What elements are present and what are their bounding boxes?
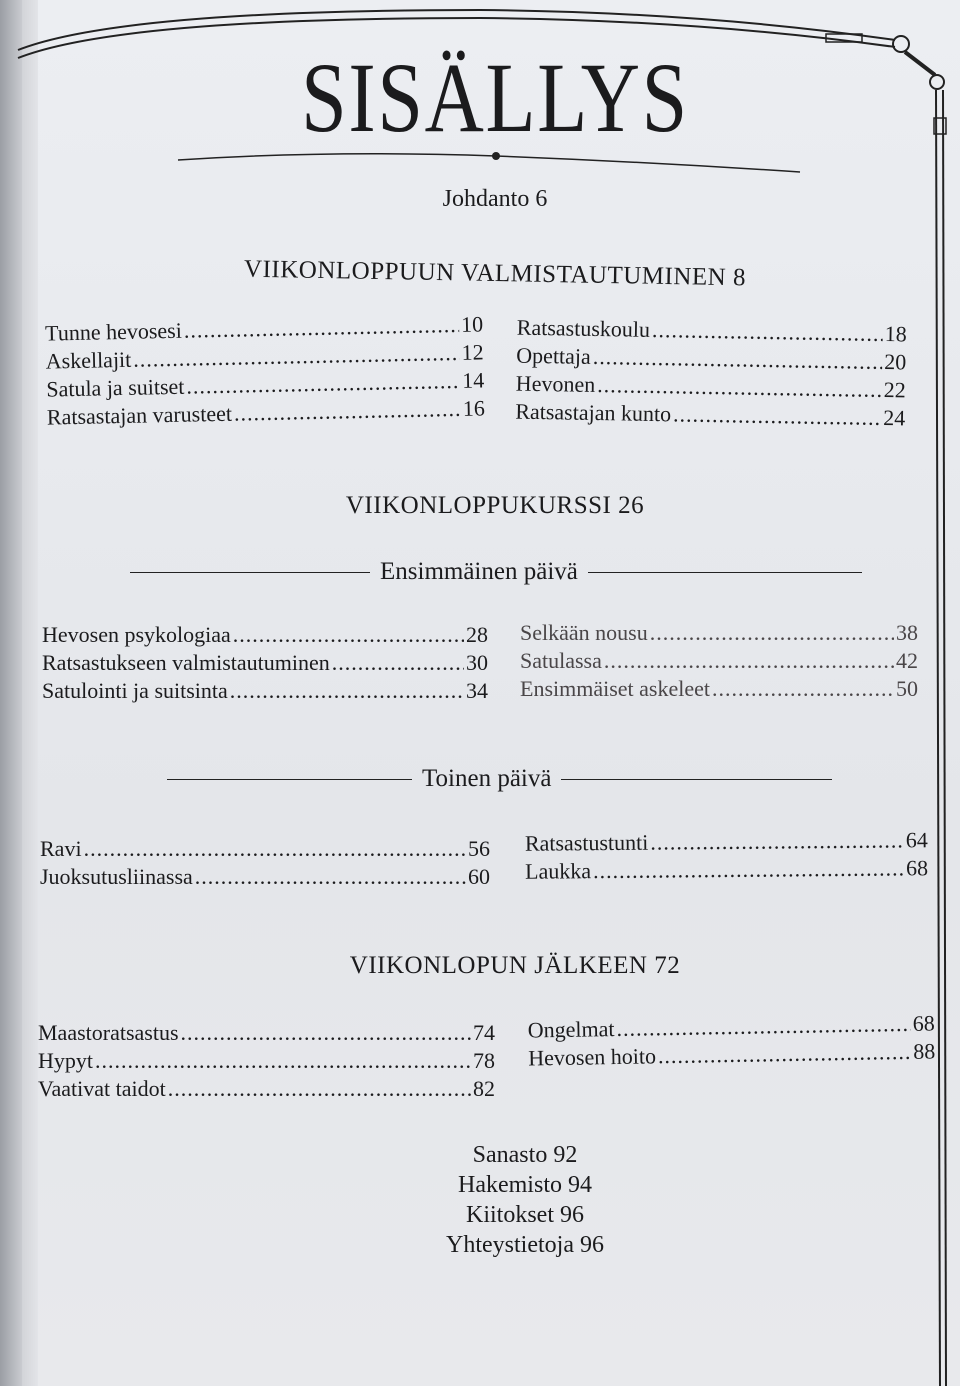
page-number: 14 bbox=[461, 367, 485, 393]
entry-title: Ratsastajan varusteet bbox=[46, 400, 233, 430]
entry-title: Askellajit bbox=[45, 346, 132, 374]
intro-entry: Johdanto 6 bbox=[442, 186, 548, 212]
dot-leader bbox=[133, 340, 460, 373]
page-number: 74 bbox=[473, 1020, 495, 1045]
toc-column bbox=[38, 1020, 495, 1104]
entry-title: Ravi bbox=[40, 836, 82, 861]
section-heading: VIIKONLOPPUUN VALMISTAUTUMINEN 8 bbox=[243, 255, 747, 292]
toc-column bbox=[45, 311, 485, 432]
back-matter-entry: Sanasto 92 bbox=[472, 1142, 578, 1168]
entry-title: Maastoratsastus bbox=[38, 1020, 179, 1045]
page-number: 88 bbox=[912, 1038, 936, 1064]
toc-entry bbox=[520, 676, 918, 704]
dot-leader bbox=[652, 317, 883, 347]
dot-leader bbox=[650, 620, 894, 646]
page-number: 16 bbox=[462, 395, 486, 421]
toc-column bbox=[528, 1010, 936, 1073]
dot-leader bbox=[332, 650, 464, 676]
toc-column bbox=[515, 315, 907, 434]
dot-leader bbox=[650, 827, 904, 855]
page-number: 82 bbox=[473, 1076, 495, 1101]
entry-title: Ratsastuskoulu bbox=[516, 314, 651, 342]
toc-entry bbox=[520, 648, 918, 676]
section-heading: VIIKONLOPPUKURSSI 26 bbox=[345, 492, 645, 519]
entry-title: Hevosen psykologiaa bbox=[42, 622, 231, 647]
page-number: 30 bbox=[466, 650, 488, 675]
page-number: 42 bbox=[896, 648, 918, 673]
dot-leader bbox=[230, 678, 464, 704]
dot-leader bbox=[234, 396, 461, 427]
day-heading bbox=[130, 558, 862, 586]
back-matter-entry: Yhteystietoja 96 bbox=[446, 1232, 604, 1258]
page-number: 56 bbox=[468, 836, 490, 861]
dot-leader bbox=[95, 1048, 471, 1074]
toc-entry bbox=[40, 864, 490, 892]
back-matter-entry: Hakemisto 94 bbox=[458, 1172, 592, 1198]
page-number: 20 bbox=[884, 349, 907, 375]
toc-column bbox=[40, 836, 490, 892]
entry-title: Laukka bbox=[525, 858, 592, 884]
dot-leader bbox=[181, 1020, 471, 1046]
dot-leader bbox=[593, 344, 883, 375]
dot-leader bbox=[184, 312, 460, 344]
section-heading: VIIKONLOPUN JÄLKEEN 72 bbox=[349, 952, 681, 979]
entry-title: Satulassa bbox=[520, 648, 602, 673]
dot-leader bbox=[673, 401, 882, 431]
back-matter-entry: Kiitokset 96 bbox=[466, 1202, 584, 1228]
toc-entry bbox=[520, 620, 918, 648]
toc-column bbox=[525, 827, 928, 887]
dot-leader bbox=[616, 1011, 911, 1042]
toc-entry bbox=[38, 1020, 495, 1048]
toc-column bbox=[42, 622, 488, 706]
page-number: 12 bbox=[461, 339, 484, 365]
entry-title: Ratsastajan kunto bbox=[515, 398, 672, 427]
day-title: Toinen päivä bbox=[422, 765, 552, 792]
dot-leader bbox=[233, 622, 464, 648]
dot-leader bbox=[658, 1039, 912, 1069]
dot-leader bbox=[186, 368, 460, 400]
entry-title: Ratsastustunti bbox=[524, 829, 649, 856]
page-number: 22 bbox=[883, 377, 906, 403]
entry-title: Hevonen bbox=[515, 370, 596, 397]
dot-leader bbox=[195, 864, 466, 890]
page-number: 10 bbox=[460, 311, 484, 337]
page-number: 34 bbox=[466, 678, 488, 703]
dot-leader bbox=[168, 1076, 471, 1102]
entry-title: Satula ja suitset bbox=[46, 373, 185, 402]
entry-title: Tunne hevosesi bbox=[44, 317, 183, 346]
toc-column bbox=[520, 620, 918, 704]
dot-leader bbox=[597, 372, 882, 403]
page-number: 50 bbox=[896, 676, 918, 701]
page-number: 24 bbox=[883, 405, 906, 431]
page-number: 38 bbox=[896, 620, 918, 645]
toc-entry bbox=[40, 836, 490, 864]
day-title: Ensimmäinen päivä bbox=[380, 558, 578, 585]
entry-title: Satulointi ja suitsinta bbox=[42, 678, 228, 703]
dot-leader bbox=[712, 676, 894, 702]
page-number: 60 bbox=[468, 864, 490, 889]
day-heading bbox=[167, 765, 832, 793]
entry-title: Opettaja bbox=[516, 342, 592, 369]
entry-title: Vaativat taidot bbox=[38, 1076, 166, 1101]
entry-title: Juoksutusliinassa bbox=[40, 864, 193, 889]
entry-title: Selkään nousu bbox=[520, 620, 648, 645]
entry-title: Ensimmäiset askeleet bbox=[520, 676, 710, 701]
page-title: SISÄLLYS bbox=[301, 42, 689, 153]
toc-entry bbox=[525, 827, 928, 859]
toc-entry bbox=[42, 622, 488, 650]
entry-title: Hypyt bbox=[38, 1048, 93, 1073]
page-number: 68 bbox=[912, 1010, 935, 1036]
page-number: 18 bbox=[884, 321, 907, 347]
toc-entry bbox=[42, 678, 488, 706]
page-number: 28 bbox=[466, 622, 488, 647]
dot-leader bbox=[593, 855, 904, 884]
page-number: 68 bbox=[905, 855, 929, 881]
back-matter-list bbox=[30, 1140, 960, 1260]
entry-title: Ongelmat bbox=[527, 1016, 615, 1043]
entry-title: Hevosen hoito bbox=[528, 1043, 657, 1071]
toc-entry bbox=[38, 1076, 495, 1104]
entry-title: Ratsastukseen valmistautuminen bbox=[42, 650, 330, 675]
toc-entry bbox=[38, 1048, 495, 1076]
page-number: 64 bbox=[905, 827, 928, 853]
page-number: 78 bbox=[473, 1048, 495, 1073]
dot-leader bbox=[84, 836, 466, 862]
dot-leader bbox=[604, 648, 894, 674]
toc-entry bbox=[42, 650, 488, 678]
toc-entry bbox=[525, 855, 928, 887]
